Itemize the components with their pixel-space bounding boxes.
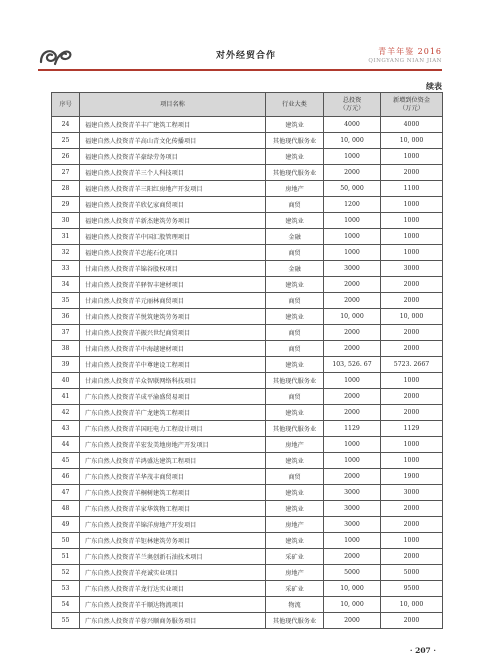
- continued-label: 续表: [426, 81, 442, 91]
- cell-industry: 其他现代服务业: [266, 421, 324, 437]
- cell-new-funds: 3000: [381, 485, 443, 501]
- cell-total: 1200: [324, 197, 381, 213]
- cell-no: 24: [52, 117, 80, 133]
- table-row: [52, 229, 443, 245]
- cell-no: 32: [52, 245, 80, 261]
- cell-no: 47: [52, 485, 80, 501]
- cell-new-funds: 2000: [381, 325, 443, 341]
- cell-industry: 其他现代服务业: [266, 373, 324, 389]
- cell-new-funds: 4000: [381, 117, 443, 133]
- cell-new-funds: 10, 000: [381, 309, 443, 325]
- table-row: [52, 533, 443, 549]
- table-row: [52, 277, 443, 293]
- table-row: [52, 485, 443, 501]
- cell-total: 1000: [324, 437, 381, 453]
- cell-total: 2000: [324, 293, 381, 309]
- cell-industry: 房地产: [266, 517, 324, 533]
- table-row: [52, 581, 443, 597]
- cell-name: 福建自然人投资青羊豪绿劳务项目: [80, 149, 266, 165]
- cell-new-funds: 1000: [381, 453, 443, 469]
- cell-total: 1000: [324, 229, 381, 245]
- cell-no: 38: [52, 341, 80, 357]
- cell-no: 48: [52, 501, 80, 517]
- cell-industry: 建筑业: [266, 309, 324, 325]
- cell-no: 26: [52, 149, 80, 165]
- cell-name: 广东自然人投资青羊鸿盛达建筑工程项目: [80, 453, 266, 469]
- cell-industry: 商贸: [266, 389, 324, 405]
- cell-industry: 其他现代服务业: [266, 613, 324, 629]
- cell-total: 1000: [324, 245, 381, 261]
- cell-new-funds: 1129: [381, 421, 443, 437]
- cell-industry: 其他现代服务业: [266, 133, 324, 149]
- cell-new-funds: 5723. 2667: [381, 357, 443, 373]
- cell-total: 1129: [324, 421, 381, 437]
- table-row: [52, 453, 443, 469]
- cell-no: 35: [52, 293, 80, 309]
- cell-new-funds: 2000: [381, 501, 443, 517]
- cell-new-funds: 1000: [381, 229, 443, 245]
- cell-new-funds: 2000: [381, 341, 443, 357]
- cell-name: 福建自然人投资青羊新杰建筑劳务项目: [80, 213, 266, 229]
- cell-no: 53: [52, 581, 80, 597]
- cell-name: 福建自然人投资青羊三个人科技项目: [80, 165, 266, 181]
- cell-name: 甘肃自然人投资青羊中海越建材项目: [80, 341, 266, 357]
- table-row: [52, 421, 443, 437]
- cell-total: 1000: [324, 149, 381, 165]
- cell-name: 广东自然人投资青羊华茂丰商贸项目: [80, 469, 266, 485]
- cell-new-funds: 1900: [381, 469, 443, 485]
- table-row: [52, 293, 443, 309]
- cell-name: 福建自然人投资青羊忠能石化项目: [80, 245, 266, 261]
- col-header-industry: 行业大类: [266, 93, 324, 117]
- cell-total: 50, 000: [324, 181, 381, 197]
- cell-total: 3000: [324, 517, 381, 533]
- cell-total: 2000: [324, 325, 381, 341]
- cell-industry: 房地产: [266, 437, 324, 453]
- cell-name: 甘肃自然人投资青羊振兴世纪商贸项目: [80, 325, 266, 341]
- cell-name: 甘肃自然人投资青羊驿智丰建材项目: [80, 277, 266, 293]
- table-row: [52, 133, 443, 149]
- cell-total: 2000: [324, 549, 381, 565]
- cell-name: 广东自然人投资青羊千顺达物流项目: [80, 597, 266, 613]
- cell-name: 甘肃自然人投资青羊悦筑建筑劳务项目: [80, 309, 266, 325]
- cell-no: 51: [52, 549, 80, 565]
- cell-name: 广东自然人投资青羊兰奥创新石油技术项目: [80, 549, 266, 565]
- cell-industry: 物流: [266, 597, 324, 613]
- cell-total: 2000: [324, 613, 381, 629]
- cell-industry: 建筑业: [266, 213, 324, 229]
- cell-name: 甘肃自然人投资青羊中尊建设工程项目: [80, 357, 266, 373]
- cell-no: 44: [52, 437, 80, 453]
- cell-name: 广东自然人投资青羊龙行达实业项目: [80, 581, 266, 597]
- cell-total: 2000: [324, 389, 381, 405]
- col-header-no: 序号: [52, 93, 80, 117]
- cell-new-funds: 1000: [381, 197, 443, 213]
- cell-total: 1000: [324, 533, 381, 549]
- table-row: [52, 549, 443, 565]
- yearbook-title: 青羊年鉴 2016: [378, 47, 442, 56]
- cell-new-funds: 2000: [381, 389, 443, 405]
- cell-total: 103, 526. 67: [324, 357, 381, 373]
- cell-new-funds: 1000: [381, 437, 443, 453]
- cell-new-funds: 2000: [381, 165, 443, 181]
- table-row: [52, 309, 443, 325]
- cell-no: 54: [52, 597, 80, 613]
- table-row: [52, 597, 443, 613]
- cell-name: 甘肃自然人投资青羊锦谷股权项目: [80, 261, 266, 277]
- cell-name: 广东自然人投资青羊广龙建筑工程项目: [80, 405, 266, 421]
- cell-new-funds: 2000: [381, 613, 443, 629]
- table-row: [52, 261, 443, 277]
- cell-total: 2000: [324, 277, 381, 293]
- cell-no: 39: [52, 357, 80, 373]
- col-header-total-unit: （万元）: [339, 104, 365, 112]
- cell-no: 55: [52, 613, 80, 629]
- cell-no: 50: [52, 533, 80, 549]
- cell-new-funds: 5000: [381, 565, 443, 581]
- table-row: [52, 389, 443, 405]
- cell-total: 10, 000: [324, 581, 381, 597]
- cell-new-funds: 1000: [381, 213, 443, 229]
- cell-no: 29: [52, 197, 80, 213]
- cell-industry: 商贸: [266, 293, 324, 309]
- cell-name: 广东自然人投资青羊成平渝盛贸易项目: [80, 389, 266, 405]
- cell-industry: 建筑业: [266, 149, 324, 165]
- table-row: [52, 357, 443, 373]
- cell-no: 52: [52, 565, 80, 581]
- table-row: [52, 165, 443, 181]
- cell-total: 3000: [324, 261, 381, 277]
- table-row: [52, 501, 443, 517]
- table-row: [52, 517, 443, 533]
- cell-total: 10, 000: [324, 597, 381, 613]
- cell-new-funds: 1000: [381, 373, 443, 389]
- cell-no: 25: [52, 133, 80, 149]
- cell-industry: 建筑业: [266, 533, 324, 549]
- cell-name: 福建自然人投资青羊高山青文化传播项目: [80, 133, 266, 149]
- cell-industry: 采矿业: [266, 581, 324, 597]
- cell-new-funds: 1000: [381, 245, 443, 261]
- cell-no: 36: [52, 309, 80, 325]
- table-row: [52, 373, 443, 389]
- cell-total: 2000: [324, 165, 381, 181]
- cell-no: 49: [52, 517, 80, 533]
- cell-new-funds: 2000: [381, 549, 443, 565]
- cell-industry: 商贸: [266, 469, 324, 485]
- cell-industry: 房地产: [266, 181, 324, 197]
- cell-industry: 金融: [266, 229, 324, 245]
- cell-name: 福建自然人投资青羊欣亿家商贸项目: [80, 197, 266, 213]
- cell-no: 37: [52, 325, 80, 341]
- cell-name: 广东自然人投资青羊国旺电力工程设计项目: [80, 421, 266, 437]
- cell-total: 2000: [324, 469, 381, 485]
- table-row: [52, 149, 443, 165]
- cell-no: 42: [52, 405, 80, 421]
- cell-industry: 建筑业: [266, 501, 324, 517]
- cell-industry: 其他现代服务业: [266, 165, 324, 181]
- cell-industry: 金融: [266, 261, 324, 277]
- header-rule: [38, 69, 442, 71]
- cell-no: 43: [52, 421, 80, 437]
- cell-total: 3000: [324, 485, 381, 501]
- cell-no: 31: [52, 229, 80, 245]
- cell-new-funds: 1000: [381, 533, 443, 549]
- page-number: · 207 ·: [409, 646, 436, 655]
- col-header-total: [324, 93, 381, 117]
- col-header-new-funds-unit: （万元）: [399, 104, 424, 112]
- cell-no: 46: [52, 469, 80, 485]
- cell-no: 28: [52, 181, 80, 197]
- cell-name: 广东自然人投资青羊家华筑物工程项目: [80, 501, 266, 517]
- cell-industry: 建筑业: [266, 357, 324, 373]
- cell-industry: 商贸: [266, 197, 324, 213]
- cell-name: 福建自然人投资青羊中国汇股管理项目: [80, 229, 266, 245]
- table-header-row: [52, 93, 443, 117]
- table-row: [52, 325, 443, 341]
- cell-no: 33: [52, 261, 80, 277]
- table-row: [52, 181, 443, 197]
- cell-name: 广东自然人投资青羊亮诚实业项目: [80, 565, 266, 581]
- cell-no: 30: [52, 213, 80, 229]
- cell-industry: 建筑业: [266, 277, 324, 293]
- cell-total: 1000: [324, 453, 381, 469]
- cell-new-funds: 10, 000: [381, 133, 443, 149]
- cell-no: 45: [52, 453, 80, 469]
- table-row: [52, 213, 443, 229]
- section-title: 对外经贸合作: [216, 51, 277, 61]
- cell-industry: 商贸: [266, 341, 324, 357]
- cell-total: 3000: [324, 501, 381, 517]
- table-row: [52, 197, 443, 213]
- cell-name: 甘肃自然人投资青羊众智联网络科技项目: [80, 373, 266, 389]
- cell-name: 福建自然人投资青羊三阳红房地产开发项目: [80, 181, 266, 197]
- cell-industry: 商贸: [266, 245, 324, 261]
- table-row: [52, 613, 443, 629]
- col-header-new-funds: [381, 93, 443, 117]
- table-row: [52, 405, 443, 421]
- cell-new-funds: 1100: [381, 181, 443, 197]
- cell-new-funds: 2000: [381, 277, 443, 293]
- cell-industry: 商贸: [266, 325, 324, 341]
- cell-new-funds: 3000: [381, 261, 443, 277]
- yearbook-subtitle: QINGYANG NIAN JIAN: [368, 58, 442, 64]
- cell-new-funds: 2000: [381, 293, 443, 309]
- cell-total: 2000: [324, 405, 381, 421]
- cell-industry: 建筑业: [266, 405, 324, 421]
- investment-table: [51, 92, 443, 629]
- cell-name: 广东自然人投资青羊锦洋房地产开发项目: [80, 517, 266, 533]
- cell-total: 10, 000: [324, 133, 381, 149]
- table-row: [52, 469, 443, 485]
- table-row: [52, 341, 443, 357]
- col-header-total-label: 总投资: [342, 96, 362, 104]
- cell-new-funds: 2000: [381, 405, 443, 421]
- cell-name: 甘肃自然人投资青羊元丽林商贸项目: [80, 293, 266, 309]
- table-row: [52, 565, 443, 581]
- col-header-new-funds-label: 新增到位资金: [392, 96, 431, 104]
- cell-new-funds: 1000: [381, 149, 443, 165]
- table-row: [52, 437, 443, 453]
- col-header-name: 项目名称: [80, 93, 266, 117]
- cell-industry: 建筑业: [266, 485, 324, 501]
- yearbook-logo-icon: [38, 40, 72, 68]
- cell-total: 2000: [324, 341, 381, 357]
- cell-total: 4000: [324, 117, 381, 133]
- cell-no: 27: [52, 165, 80, 181]
- cell-no: 40: [52, 373, 80, 389]
- cell-name: 广东自然人投资青羊宏发美地房地产开发项目: [80, 437, 266, 453]
- cell-no: 41: [52, 389, 80, 405]
- cell-name: 福建自然人投资青羊丰广建筑工程项目: [80, 117, 266, 133]
- cell-new-funds: 10, 000: [381, 597, 443, 613]
- cell-name: 广东自然人投资青羊钜林建筑劳务项目: [80, 533, 266, 549]
- table-row: [52, 245, 443, 261]
- cell-no: 34: [52, 277, 80, 293]
- cell-total: 1000: [324, 373, 381, 389]
- cell-industry: 房地产: [266, 565, 324, 581]
- cell-new-funds: 2000: [381, 517, 443, 533]
- cell-industry: 建筑业: [266, 453, 324, 469]
- cell-industry: 建筑业: [266, 117, 324, 133]
- cell-industry: 采矿业: [266, 549, 324, 565]
- cell-total: 10, 000: [324, 309, 381, 325]
- cell-name: 广东自然人投资青羊桐树建筑工程项目: [80, 485, 266, 501]
- cell-name: 广东自然人投资青羊蓉兴顺商务服务项目: [80, 613, 266, 629]
- cell-total: 5000: [324, 565, 381, 581]
- cell-total: 1000: [324, 213, 381, 229]
- cell-new-funds: 9500: [381, 581, 443, 597]
- table-row: [52, 117, 443, 133]
